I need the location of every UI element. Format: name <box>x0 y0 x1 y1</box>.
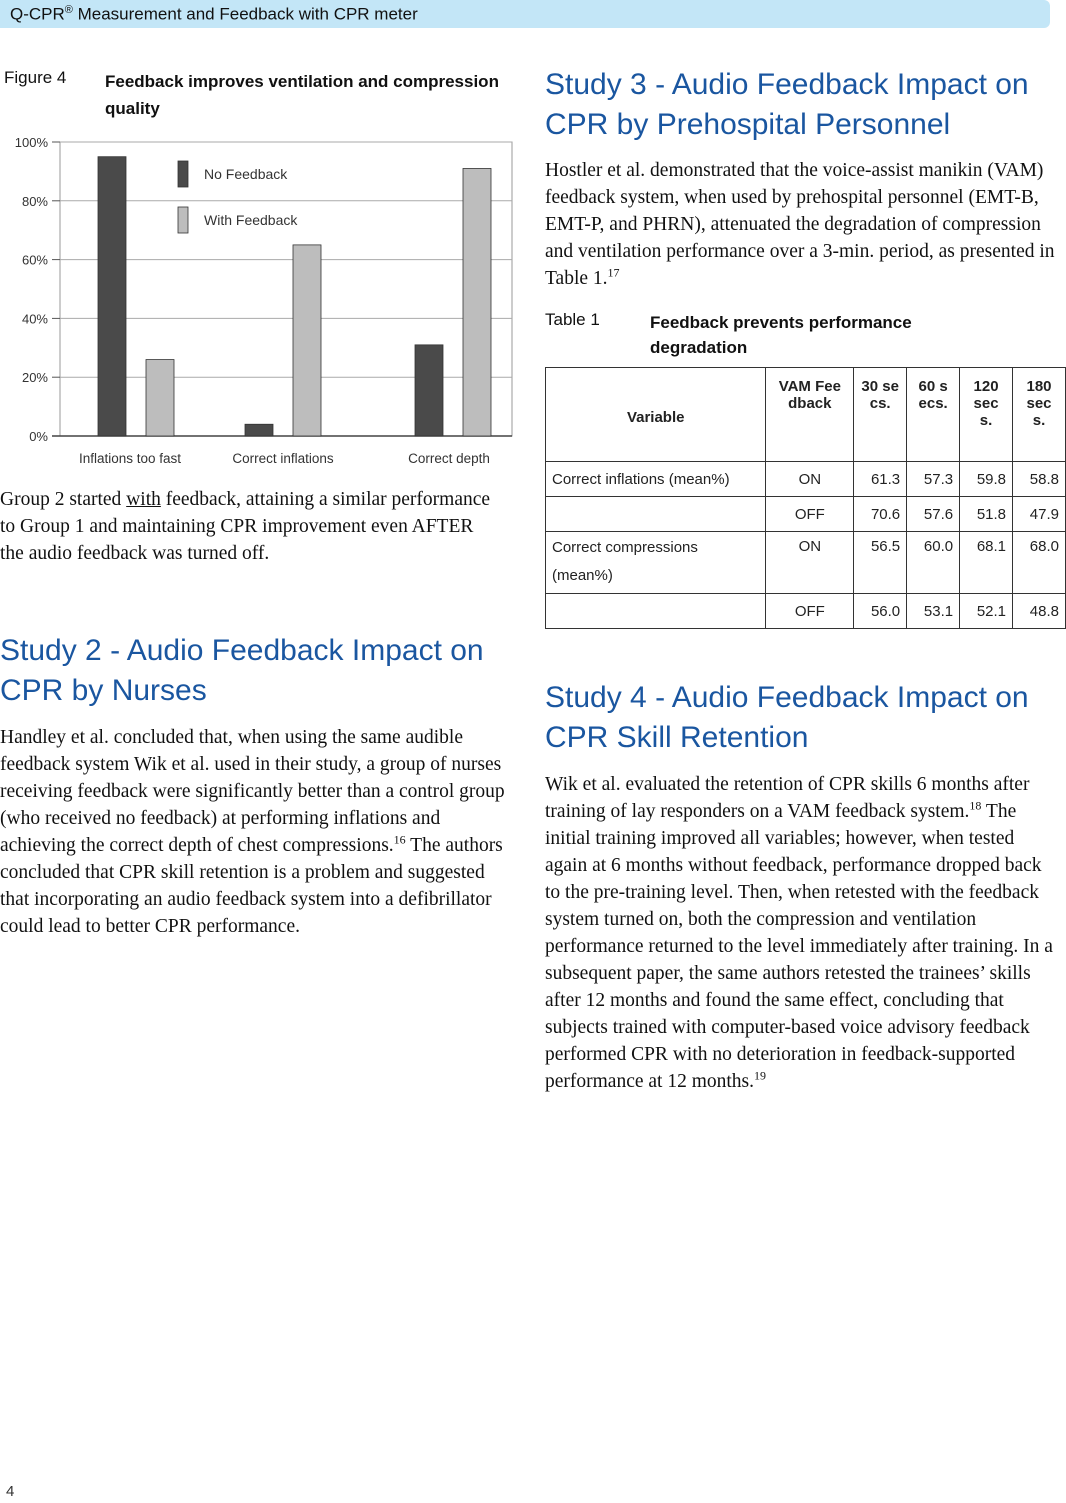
table-label: Table 1 <box>545 310 600 329</box>
bar-chart <box>0 128 520 473</box>
group2-underline: with <box>126 489 161 510</box>
study2-ref: 16 <box>393 832 406 847</box>
cell-value: 51.8 <box>960 497 1013 532</box>
cell-value: 48.8 <box>1013 594 1066 629</box>
y-tick-label: 60% <box>21 252 48 268</box>
figure-title: Feedback improves ventilation and compression quality <box>105 72 499 118</box>
study3-heading: Study 3 - Audio Feedback Impact on CPR by Prehospital Personnel <box>545 68 1029 141</box>
cell-feedback: ON <box>766 462 854 497</box>
group2-text-b: feedback, attaining a similar performance to Group 1 and maintaining CPR improvement even AFTER the audio feedback was turned off. <box>0 489 491 564</box>
header-title-prefix: Q-CPR <box>10 4 65 24</box>
y-tick-label: 40% <box>21 311 48 327</box>
th-30-secs: 30 secs. <box>854 368 907 462</box>
x-tick-label: Correct inflations <box>232 451 334 466</box>
bar-with-feedback <box>146 360 174 436</box>
th-180-secs: 180 secs. <box>1013 368 1066 462</box>
cell-value: 68.1 <box>960 532 1013 594</box>
study2-paragraph <box>0 724 505 940</box>
legend-swatch <box>178 207 188 233</box>
cell-value: 58.8 <box>1013 462 1066 497</box>
running-header <box>0 0 1050 28</box>
study4-ref-1: 18 <box>969 798 982 813</box>
y-tick-label: 20% <box>21 370 48 386</box>
x-tick-label: Correct depth <box>408 451 490 466</box>
th-vam-feedback: VAM Feedback <box>766 368 854 462</box>
page-number: 4 <box>6 1483 15 1500</box>
cell-value: 68.0 <box>1013 532 1066 594</box>
study3-paragraph <box>545 157 1055 292</box>
table-row <box>546 462 1066 497</box>
th-120-secs: 120 secs. <box>960 368 1013 462</box>
cell-feedback: ON <box>766 532 854 594</box>
group2-paragraph <box>0 486 500 567</box>
th-60-secs: 60 secs. <box>907 368 960 462</box>
plot-frame <box>60 142 512 436</box>
table-row <box>546 594 1066 629</box>
header-title-suffix: Measurement and Feedback with CPR meter <box>72 4 418 24</box>
bar-no-feedback <box>98 157 126 436</box>
cell-value: 52.1 <box>960 594 1013 629</box>
table-row <box>546 532 1066 594</box>
cell-value: 47.9 <box>1013 497 1066 532</box>
study4-heading: Study 4 - Audio Feedback Impact on CPR Skill Retention <box>545 681 1029 754</box>
study2-text-2: The authors concluded that CPR skill retention is a problem and suggested that incorporating an audio feedback system into a defibrillator could lead to better CPR performance. <box>0 835 503 937</box>
legend-label: With Feedback <box>204 212 298 228</box>
cell-value: 57.6 <box>907 497 960 532</box>
table-row <box>546 497 1066 532</box>
y-tick-label: 80% <box>21 193 48 209</box>
table-title: Feedback prevents performance degradation <box>650 313 912 357</box>
bar-with-feedback <box>293 245 321 436</box>
y-tick-label: 100% <box>14 135 48 150</box>
cell-variable: Correct compressions (mean%) <box>546 532 766 594</box>
registered-mark: ® <box>64 4 73 16</box>
cell-value: 70.6 <box>854 497 907 532</box>
figure-caption <box>0 68 520 128</box>
study2-heading: Study 2 - Audio Feedback Impact on CPR by Nurses <box>0 634 484 707</box>
table-caption <box>545 310 1066 366</box>
cell-variable: Correct inflations (mean%) <box>546 462 766 497</box>
cell-value: 56.0 <box>854 594 907 629</box>
group2-text-a: Group 2 started <box>0 489 127 510</box>
cell-value: 60.0 <box>907 532 960 594</box>
study3-text: Hostler et al. demonstrated that the voice-assist manikin (VAM) feedback system, when used by prehospital personnel (EMT-B, EMT-P, and PHRN), attenuated the degradation of compression and ventilation performance over a 3-min. period, as presented in Table 1. <box>545 160 1055 289</box>
bar-no-feedback <box>415 345 443 436</box>
study4-text: Wik et al. evaluated the retention of CPR skills 6 months after training of lay responders on a VAM feedback system. <box>545 774 1030 822</box>
cell-variable <box>546 497 766 532</box>
study3-ref: 17 <box>607 265 620 280</box>
table-header-row <box>546 368 1066 462</box>
legend-swatch <box>178 161 188 187</box>
study4-ref-2: 19 <box>754 1068 767 1083</box>
study4-paragraph <box>545 771 1055 1095</box>
th-variable: Variable <box>546 368 766 462</box>
cell-value: 61.3 <box>854 462 907 497</box>
cell-variable <box>546 594 766 629</box>
y-tick-label: 0% <box>29 429 48 444</box>
feedback-table <box>545 367 1066 629</box>
cell-value: 59.8 <box>960 462 1013 497</box>
bar-no-feedback <box>245 424 273 436</box>
cell-feedback: OFF <box>766 594 854 629</box>
cell-value: 53.1 <box>907 594 960 629</box>
cell-value: 57.3 <box>907 462 960 497</box>
study4-text-2: The initial training improved all variables; however, when tested again at 6 months without feedback, performance dropped back to the pre-training level. Then, when retested with the feedback system turned on, both the compression and ventilation performance returned to the level immediately after training. In a subsequent paper, the same authors retested the trainees’ skills after 12 months and found the same effect, concluding that subjects trained with computer-based voice advisory feedback performed CPR with no deterioration in feedback-supported performance at 12 months. <box>545 801 1053 1092</box>
x-tick-label: Inflations too fast <box>78 451 182 466</box>
legend-label: No Feedback <box>204 166 288 182</box>
cell-value: 56.5 <box>854 532 907 594</box>
cell-feedback: OFF <box>766 497 854 532</box>
chart-svg <box>0 128 520 473</box>
bar-with-feedback <box>463 168 491 436</box>
study2-text: Handley et al. concluded that, when using the same audible feedback system Wik et al. used in their study, a group of nurses receiving feedback were significantly better than a control group (who received no feedback) at performing inflations and achieving the correct depth of chest compressions. <box>0 727 505 856</box>
figure-label: Figure 4 <box>4 68 67 87</box>
